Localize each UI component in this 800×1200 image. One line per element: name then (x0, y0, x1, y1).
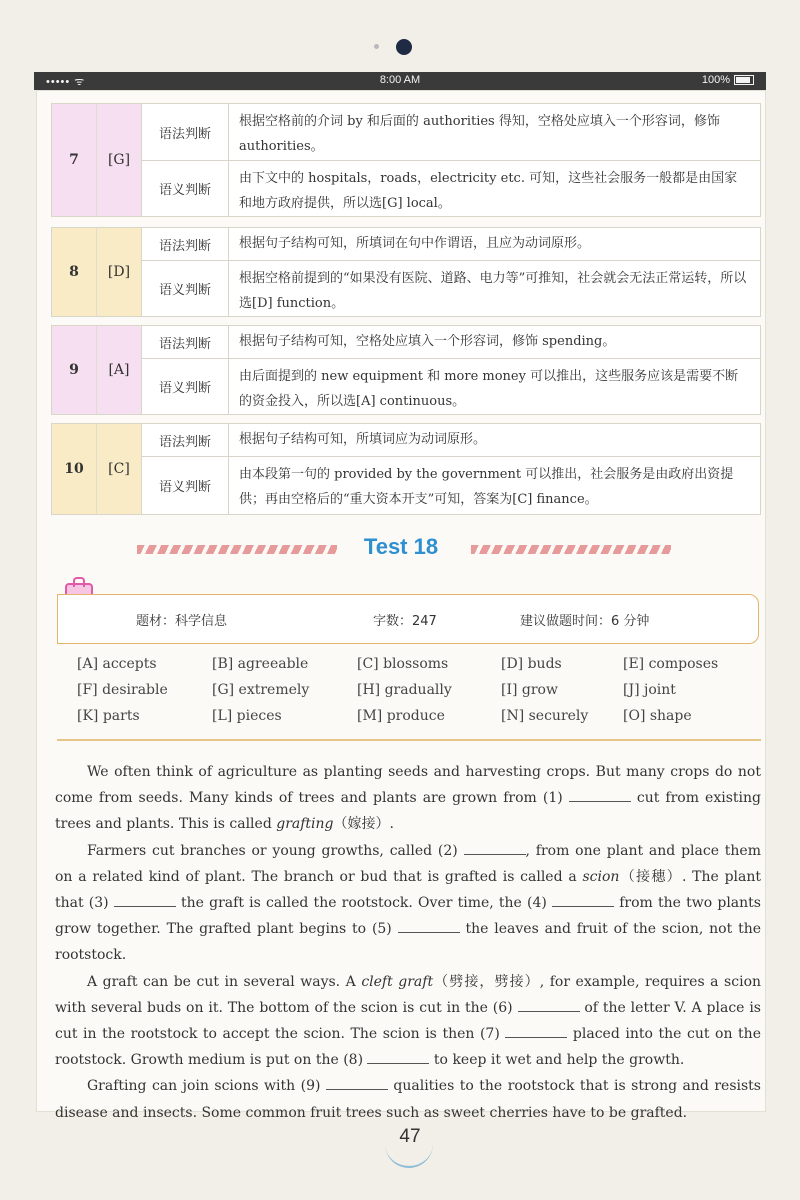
topic-info: 题材：科学信息 (136, 614, 228, 629)
answer-letter: [C] (96, 424, 141, 514)
test-title: Test 18 (363, 534, 439, 559)
semantic-label: 语义判断 (142, 457, 229, 514)
word-option: [F] desirable (77, 682, 168, 698)
blank-2 (464, 841, 526, 855)
grammar-explanation: 根据空格前的介词 by 和后面的 authorities 得知，空格处应填入一个形容词，修饰 authorities。 (239, 114, 720, 154)
answer-block-7 (51, 103, 761, 217)
blank-8 (367, 1050, 429, 1064)
answer-letter: [D] (96, 228, 141, 316)
answer-block-8 (51, 227, 761, 317)
word-option: [H] gradually (357, 682, 452, 698)
word-option: [I] grow (501, 682, 558, 698)
grammar-label: 语法判断 (142, 104, 229, 160)
blank-7 (505, 1024, 567, 1038)
semantic-label: 语义判断 (142, 161, 229, 216)
answer-block-9 (51, 325, 761, 415)
blank-6 (518, 998, 580, 1012)
test-info-box (57, 594, 759, 644)
answer-block-10 (51, 423, 761, 515)
word-option: [B] agreeable (212, 656, 309, 672)
clock: 8:00 AM (379, 74, 421, 86)
semantic-label: 语义判断 (142, 261, 229, 316)
grammar-explanation: 根据句子结构可知，所填词在句中作谓语，且应为动词原形。 (239, 236, 591, 251)
page-number-arc (385, 1144, 433, 1168)
blank-5 (398, 919, 460, 933)
camera-lens (396, 39, 412, 55)
paragraph-2: Farmers cut branches or young growths, called (2) , from one plant and place them on a related kind of plant. The branch or bud that is grafted is called a scion（接穗）. The plant that (3) the graft is called the rootstock. Over time, the (4) from the two plants grow together. The grafted plant begins to (5) the leaves and fruit of the scion, not the rootstock. (55, 842, 762, 964)
word-option: [O] shape (623, 708, 692, 724)
word-option: [L] pieces (212, 708, 282, 724)
answer-letter: [G] (96, 104, 141, 216)
term-grafting: grafting (276, 816, 334, 833)
paragraph-4: Grafting can join scions with (9) qualities to the rootstock that is strong and resists disease and insects. Some common fruit trees such as sweet cherries have to be grafted. (55, 1078, 761, 1121)
paragraph-3: A graft can be cut in several ways. A cleft graft（劈接，劈接）, for example, requires a scion with several buds on it. The bottom of the scion is cut in the (6) of the letter V. A place is cut in the rootstock to accept the scion. The scion is then (7) placed into the cut on the rootstock. Growth medium is put on the (8) to keep it wet and help the growth. (55, 973, 762, 1069)
document-page (36, 90, 766, 1121)
word-option: [C] blossoms (357, 656, 449, 672)
blank-3 (114, 893, 176, 907)
word-option: [G] extremely (212, 682, 310, 698)
heading-stripe-right (471, 545, 671, 554)
blank-1 (569, 788, 631, 802)
battery-level: 100% (701, 74, 730, 86)
section-divider (57, 739, 761, 741)
camera-sensor (374, 44, 379, 49)
status-bar (34, 72, 766, 90)
word-option: [A] accepts (77, 656, 157, 672)
question-number: 8 (52, 228, 96, 316)
grammar-label: 语法判断 (142, 424, 229, 456)
semantic-explanation: 由下文中的 hospitals，roads，electricity etc. 可知，这些社会服务一般都是由国家和地方政府提供，所以选[G] local。 (239, 171, 738, 211)
grammar-label: 语法判断 (142, 228, 229, 260)
grammar-label: 语法判断 (142, 326, 229, 358)
word-option: [N] securely (501, 708, 589, 724)
blank-4 (552, 893, 614, 907)
question-number: 9 (52, 326, 96, 414)
word-option: [E] composes (623, 656, 719, 672)
semantic-explanation: 由后面提到的 new equipment 和 more money 可以推出，这些服务应该是需要不断的资金投入，所以选[A] continuous。 (239, 369, 739, 409)
question-number: 7 (52, 104, 96, 216)
semantic-explanation: 根据空格前提到的“如果没有医院、道路、电力等”可推知，社会就会无法正常运转，所以选[D] function。 (239, 271, 747, 311)
paragraph-1: We often think of agriculture as planting seeds and harvesting crops. But many crops do not come from seeds. Many kinds of trees and plants are grown from (1) cut from existing trees and plants. This is called grafting（嫁接）. (55, 764, 761, 833)
answer-letter: [A] (96, 326, 141, 414)
grammar-explanation: 根据句子结构可知，所填词应为动词原形。 (239, 432, 487, 447)
word-option: [J] joint (623, 682, 676, 698)
battery-status (702, 74, 754, 86)
question-number: 10 (52, 424, 96, 514)
word-option: [M] produce (357, 708, 445, 724)
blank-9 (326, 1076, 388, 1090)
signal-indicator: ••••• ᯤ (46, 76, 86, 88)
word-count-info: 字数：247 (373, 614, 437, 629)
semantic-explanation: 由本段第一句的 provided by the government 可以推出，社会服务是由政府出资提供；再由空格后的“重大资本开支”可知，答案为[C] finance。 (239, 467, 734, 507)
page-number-badge (385, 1126, 435, 1166)
term-scion: scion (582, 868, 620, 885)
page-number: 47 (399, 1126, 421, 1147)
time-info: 建议做题时间：6 分钟 (520, 614, 650, 629)
word-option: [K] parts (77, 708, 140, 724)
reading-passage (55, 759, 761, 1126)
battery-icon (734, 75, 754, 85)
grammar-explanation: 根据句子结构可知，空格处应填入一个形容词，修饰 spending。 (239, 334, 616, 349)
semantic-label: 语义判断 (142, 359, 229, 414)
word-option: [D] buds (501, 656, 562, 672)
term-cleft-graft: cleft graft (361, 973, 434, 990)
